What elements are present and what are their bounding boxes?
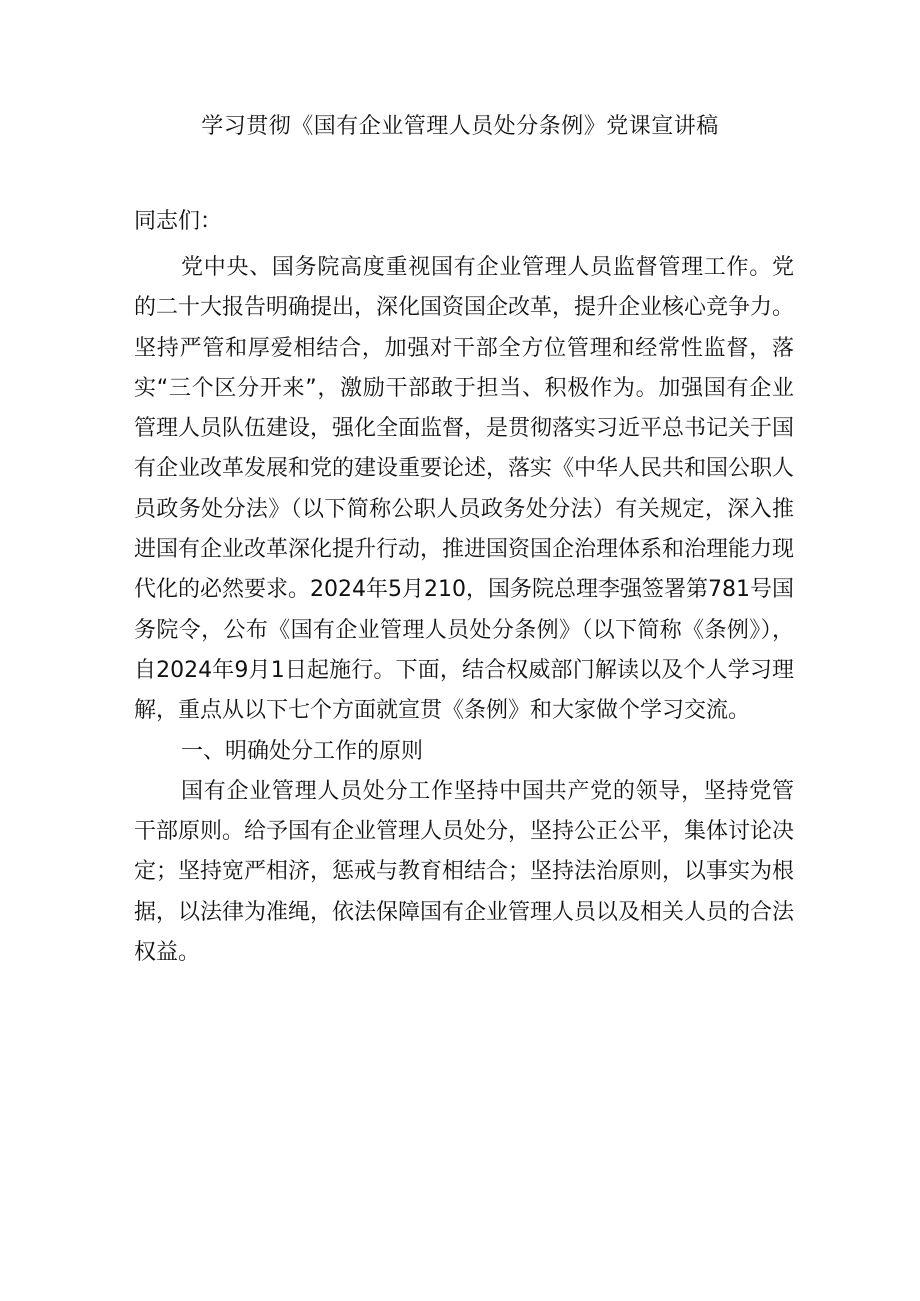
document-body	[134, 248, 794, 973]
salutation: 同志们：	[134, 209, 223, 234]
section-heading: 一、明确处分工作的原则	[181, 738, 424, 764]
section-paragraph: 国有企业管理人员处分工作坚持中国共产党的领导，坚持党管干部原则。给予国有企业管理人员处分，坚持公正公平，集体讨论决定；坚持宽严相济，惩戒与教育相结合；坚持法治原则，以事实为根据，以法律为准绳，依法保障国有企业管理人员以及相关人员的合法权益。	[134, 778, 795, 966]
intro-paragraph: 党中央、国务院高度重视国有企业管理人员监督管理工作。党的二十大报告明确提出，深化国资国企改革，提升企业核心竞争力。坚持严管和厚爱相结合，加强对干部全方位管理和经常性监督，落实“三个区分开来”，激励干部敢于担当、积极作为。加强国有企业管理人员队伍建设，强化全面监督，是贯彻落实习近平总书记关于国有企业改革发展和党的建设重要论述，落实《中华人民共和国公职人员政务处分法》（以下简称公职人员政务处分法）有关规定，深入推进国有企业改革深化提升行动，推进国资国企治理体系和治理能力现代化的必然要求。2024年5月210，国务院总理李强签署第781号国务院令，公布《国有企业管理人员处分条例》（以下简称《条例》），自2024年9月1日起施行。下面，结合权威部门解读以及个人学习理解，重点从以下七个方面就宣贯《条例》和大家做个学习交流。	[134, 255, 795, 724]
document-title: 学习贯彻《国有企业管理人员处分条例》党课宣讲稿	[201, 114, 719, 139]
